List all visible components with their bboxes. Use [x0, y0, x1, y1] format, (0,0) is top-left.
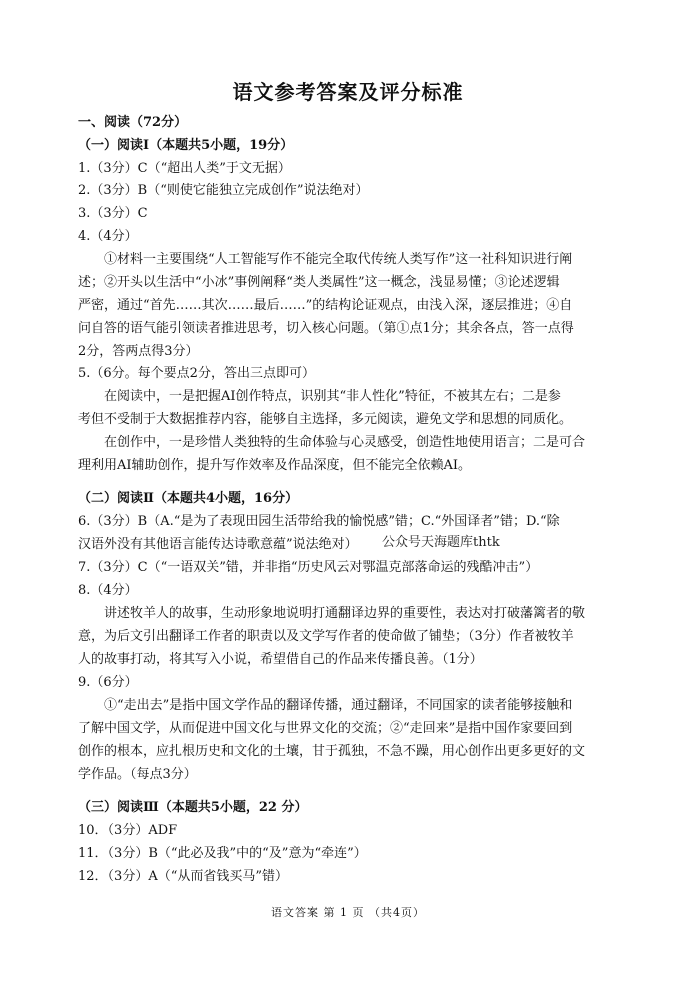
answer-q1: 1.（3分）C（“超出人类”于文无据）: [78, 161, 291, 176]
answer-q9-line: 了解中国文学，从而促进中国文化与世界文化的交流；②“走回来”是指中国作家要回到: [78, 721, 573, 736]
section-reading-heading: 一、阅读（72分）: [78, 115, 188, 130]
answer-q5: 5.（6分。每个要点2分，答出三点即可）: [78, 366, 315, 381]
subsection-2-heading: （二）阅读Ⅱ（本题共4小题，16分）: [78, 491, 299, 506]
answer-q4: 4.（4分）: [78, 229, 138, 244]
answer-q4-line: 严密，通过“首先……其次……最后……”的结构论证观点，由浅入深，逐层推进；④自: [78, 298, 573, 313]
answer-q8: 8.（4分）: [78, 583, 138, 598]
answer-q9-line: 学作品。（每点3分）: [78, 767, 197, 782]
answer-q6-line: 汉语外没有其他语言能传达诗歌意蕴”说法绝对）: [78, 537, 358, 552]
answer-q4-line: 2分，答两点得3分）: [78, 344, 199, 359]
answer-q12: 12．（3分）A（“从而省钱买马”错）: [78, 869, 288, 884]
answer-q5-line: 在创作中，一是珍惜人类独特的生命体验与心灵感受，创造性地使用语言；二是可合: [104, 435, 586, 450]
answer-q3: 3.（3分）C: [78, 206, 148, 221]
answer-q7: 7.（3分）C（“一语双关”错，并非指“历史风云对鄂温克部落命运的残酷冲击”）: [78, 560, 539, 575]
answer-q8-line: 意，为后文引出翻译工作者的职责以及文学写作者的使命做了铺垫；（3分）作者被牧羊: [78, 629, 574, 644]
answer-q5-line: 理利用AI辅助创作，提升写作效率及作品深度，但不能完全依赖AI。: [78, 458, 472, 473]
page-title: 语文参考答案及评分标准: [232, 80, 464, 104]
answer-q6-line: 6.（3分）B（A.“是为了表现田园生活带给我的愉悦感”错；C.“外国译者”错；D.“除: [78, 514, 560, 529]
answer-q2: 2.（3分）B（“则使它能独立完成创作”说法绝对）: [78, 183, 369, 198]
page-footer: 语文答案 第 1 页 （共4页）: [271, 906, 425, 919]
answer-q9-line: ①“走出去”是指中国文学作品的翻译传播，通过翻译，不同国家的读者能够接触和: [104, 698, 573, 713]
answer-q5-line: 考但不受制于大数据推荐内容，能够自主选择，多元阅读，避免文学和思想的同质化。: [78, 412, 573, 427]
answer-q11: 11．（3分）B（“此必及我”中的“及”意为“牵连”）: [78, 846, 367, 861]
answer-q9: 9.（6分）: [78, 675, 138, 690]
answer-q5-line: 在阅读中，一是把握AI创作特点，识别其“非人性化”特征，不被其左右；二是参: [104, 389, 561, 404]
subsection-3-heading: （三）阅读Ⅲ（本题共5小题，22 分）: [78, 800, 308, 815]
answer-q4-line: 问自答的语气能引领读者推进思考，切入核心问题。（第①点1分；其余各点，答一点得: [78, 321, 574, 336]
answer-q4-line: ①材料一主要围绕“人工智能写作不能完全取代传统人类写作”这一社科知识进行阐: [104, 252, 573, 267]
answer-q4-line: 述；②开头以生活中“小冰”事例阐释“类人类属性”这一概念，浅显易懂；③论述逻辑: [78, 275, 560, 290]
subsection-1-heading: （一）阅读Ⅰ（本题共5小题，19分）: [78, 138, 294, 153]
watermark-text: 公众号天海题库thtk: [382, 535, 500, 550]
answer-q8-line: 人的故事打动，将其写入小说，希望借自己的作品来传播良善。（1分）: [78, 652, 483, 667]
answer-q9-line: 创作的根本，应扎根历史和文化的土壤，甘于孤独，不急不躁，用心创作出更多更好的文: [78, 744, 586, 759]
answer-q10: 10．（3分）ADF: [78, 823, 178, 838]
answer-q8-line: 讲述牧羊人的故事，生动形象地说明打通翻译边界的重要性，表达对打破藩篱者的敬: [104, 606, 586, 621]
